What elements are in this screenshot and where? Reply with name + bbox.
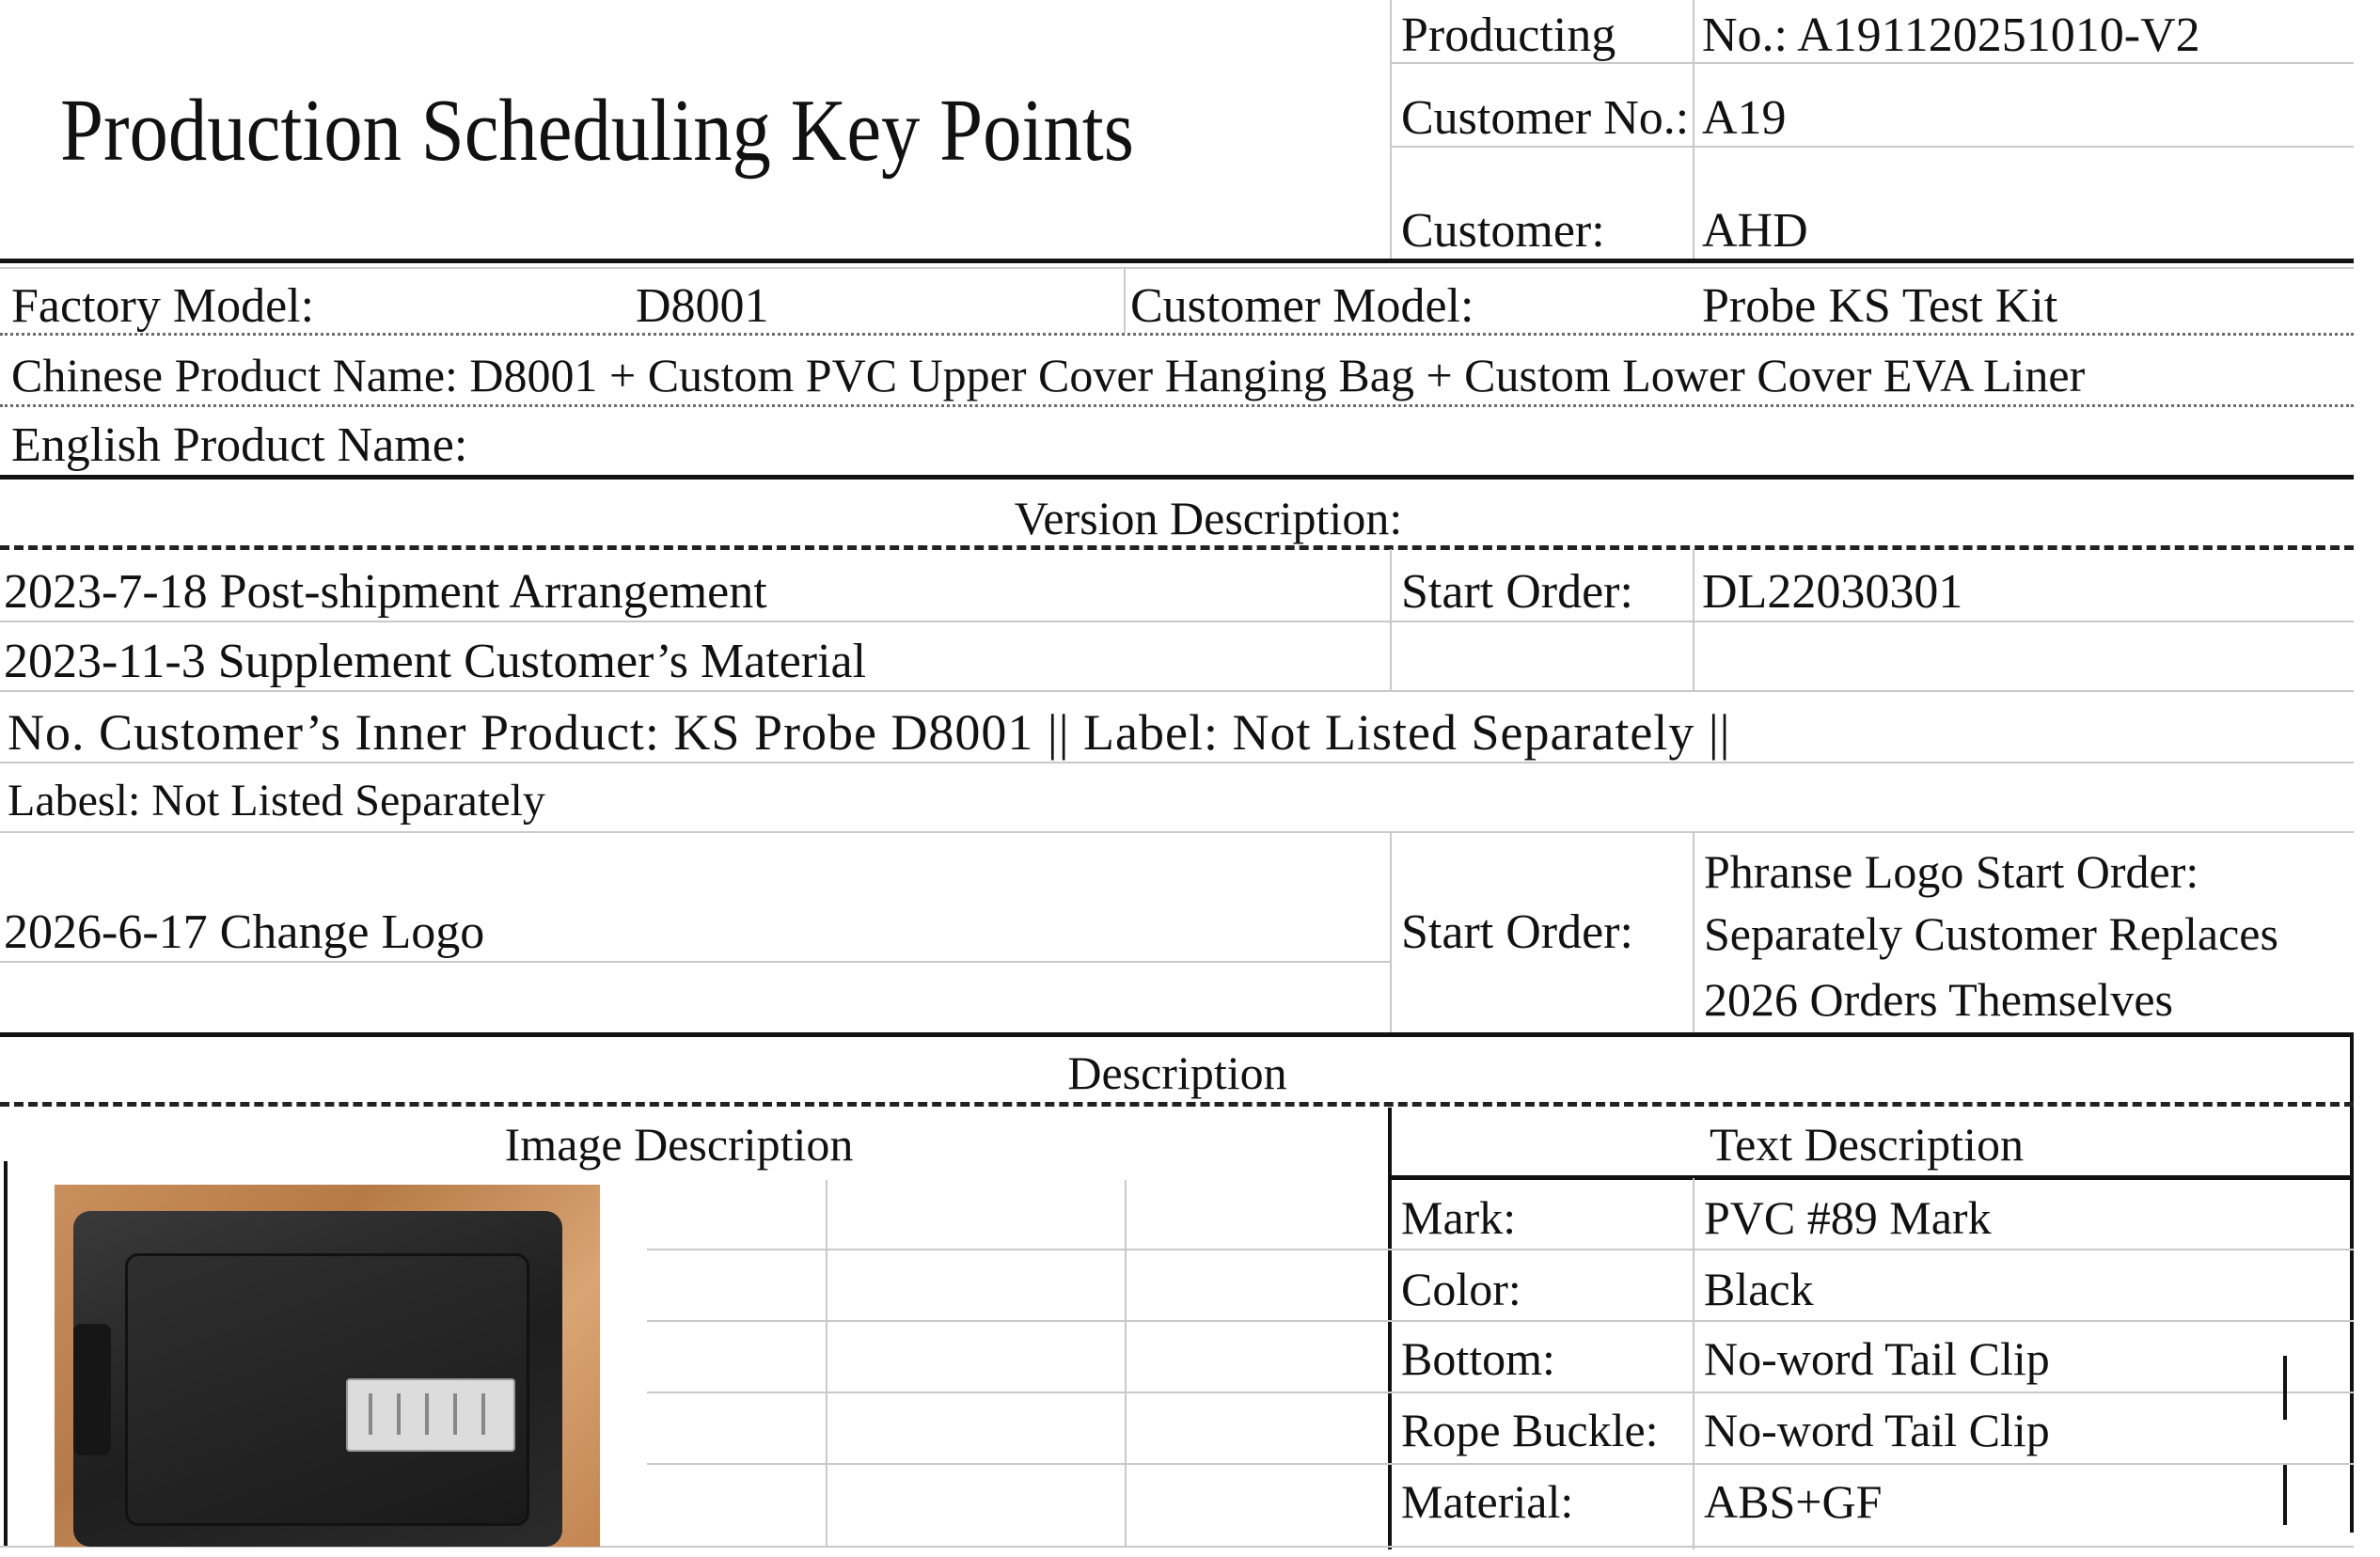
customer-label: Customer:	[1401, 204, 1605, 258]
version-divider-v2	[1693, 833, 1694, 1034]
logo-line-3: 2026 Orders Themselves	[1704, 973, 2173, 1026]
text-row-line	[1390, 1249, 2354, 1250]
customer-model-label: Customer Model:	[1130, 279, 1474, 333]
logo-line-2: Separately Customer Replaces	[1704, 907, 2278, 960]
producting-label: Producting	[1401, 8, 1616, 62]
image-grid-h	[647, 1320, 1390, 1322]
header-bottom-border-inner	[0, 267, 2354, 269]
version-divider-v1	[1390, 549, 1392, 690]
text-description-heading: Text Description	[1710, 1118, 2024, 1171]
chinese-product-name: Chinese Product Name: D8001 + Custom PVC Upper Cover Hanging Bag + Custom Lower Cover EVA Liner	[11, 349, 2086, 401]
row-line	[0, 333, 2354, 336]
version-entry-3: 2026-6-17 Change Logo	[4, 905, 485, 959]
mark-value: PVC #89 Mark	[1704, 1191, 1992, 1244]
material-label: Material:	[1401, 1475, 1574, 1528]
description-right-border	[2350, 1034, 2354, 1533]
customer-model-value: Probe KS Test Kit	[1702, 279, 2058, 333]
inner-product-line: No. Customer’s Inner Product: KS Probe D8001 || Label: Not Listed Separately ||	[8, 704, 1731, 761]
customer-no-value: A19	[1702, 91, 1787, 145]
description-center-border	[1388, 1108, 1392, 1549]
image-grid-h	[647, 1392, 1390, 1393]
image-description-heading: Image Description	[504, 1118, 854, 1171]
header-bottom-border	[0, 259, 2354, 263]
image-grid-h	[647, 1249, 1390, 1250]
rope-buckle-label: Rope Buckle:	[1401, 1404, 1659, 1456]
customer-no-label: Customer No.:	[1401, 91, 1690, 145]
edge-mark	[2283, 1356, 2287, 1420]
start-order-value: DL22030301	[1702, 565, 1963, 619]
model-divider	[1124, 269, 1126, 333]
section-border	[0, 1032, 2354, 1037]
bottom-value: No-word Tail Clip	[1704, 1332, 2050, 1385]
page-title: Production Scheduling Key Points	[60, 82, 1134, 180]
image-grid-h	[647, 1463, 1390, 1465]
black-case-body	[73, 1211, 562, 1547]
image-grid-v	[1125, 1180, 1127, 1547]
section-border	[0, 475, 2354, 480]
header-row-line	[1390, 146, 2354, 148]
edge-mark	[2283, 1465, 2287, 1525]
version-divider-v2	[1693, 549, 1694, 690]
row-line	[0, 690, 2354, 692]
description-left-border	[4, 1161, 8, 1547]
customer-value: AHD	[1702, 204, 1808, 258]
row-line	[0, 404, 2354, 407]
row-line	[0, 621, 2354, 622]
row-line	[0, 762, 2354, 763]
header-divider-v2	[1693, 0, 1694, 261]
version-divider-v1	[1390, 833, 1392, 1034]
row-line	[0, 961, 1390, 963]
factory-model-label: Factory Model:	[11, 279, 315, 333]
logo-line-1: Phranse Logo Start Order:	[1704, 845, 2199, 898]
start-order-label-2: Start Order:	[1401, 905, 1633, 959]
header-row-line	[1390, 62, 2354, 64]
producting-value: No.: A191120251010-V2	[1702, 8, 2200, 62]
version-entry-1: 2023-7-18 Post-shipment Arrangement	[4, 565, 767, 619]
description-heading-underline	[0, 1102, 2354, 1107]
row-line	[0, 831, 2354, 833]
description-heading: Description	[1067, 1046, 1287, 1099]
text-label-divider	[1693, 1178, 1694, 1549]
labels-line: Labesl: Not Listed Separately	[8, 776, 545, 826]
case-hinge	[73, 1324, 111, 1455]
product-photo	[55, 1185, 600, 1547]
bottom-label: Bottom:	[1401, 1332, 1555, 1385]
color-value: Black	[1704, 1263, 1814, 1315]
version-heading: Version Description:	[1014, 492, 1403, 544]
text-row-line	[1390, 1320, 2354, 1322]
factory-model-value: D8001	[636, 279, 769, 333]
label-plate	[346, 1378, 515, 1452]
text-heading-underline	[1390, 1175, 2354, 1180]
material-value: ABS+GF	[1704, 1475, 1883, 1528]
mark-label: Mark:	[1401, 1191, 1517, 1244]
text-row-line	[1390, 1392, 2354, 1393]
rope-buckle-value: No-word Tail Clip	[1704, 1404, 2050, 1456]
text-row-line	[1390, 1463, 2354, 1465]
image-grid-v	[826, 1180, 827, 1547]
version-entry-2: 2023-11-3 Supplement Customer’s Material	[4, 635, 867, 688]
color-label: Color:	[1401, 1263, 1521, 1315]
english-product-name-label: English Product Name:	[11, 418, 468, 472]
start-order-label: Start Order:	[1401, 565, 1633, 619]
version-heading-underline	[0, 545, 2354, 550]
header-divider-v1	[1390, 0, 1392, 261]
